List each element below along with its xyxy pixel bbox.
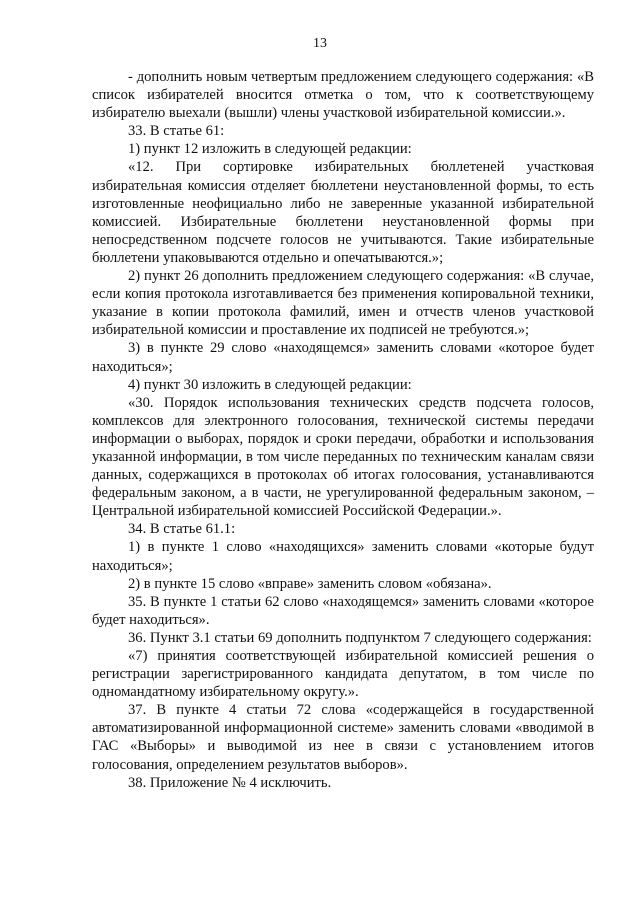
paragraph-item-33-4-text: «30. Порядок использования технических средств подсчета голосов, комплексов для электронного голосования, технической системы передачи информации о выборах, порядок и сроки передачи, обработки и использования указанной информации, в том числе переданных по техническим каналам связи данных, содержащихся в протоколах об итогах голосования, устанавливаются федеральным законом, а в части, не урегулированной федеральным законом, – Центральной избирательной комиссией Российской Федерации.».: [92, 394, 594, 520]
paragraph-item-33-4: 4) пункт 30 изложить в следующей редакции:: [128, 376, 412, 393]
paragraph-item-36: 36. Пункт 3.1 статьи 69 дополнить подпунктом 7 следующего содержания:: [128, 629, 592, 646]
paragraph-item-33-2: 2) пункт 26 дополнить предложением следующего содержания: «В случае, если копия протокола изготавливается без применения копировальной техники, указание в копии протокола фамилий, имен и отчеств членов участковой избирательной комиссии и проставление их подписей не требуются.»;: [92, 268, 594, 339]
paragraph-item-33-1-text: «12. При сортировке избирательных бюллетеней участковая избирательная комиссия отделяет бюллетени неустановленной формы, то есть изготовленные неофициально либо не заверенные указанной избирательной комиссией. Избирательные бюллетени неустановленной формы при непосредственном подсчете голосов не учитываются. Такие избирательные бюллетени упаковываются отдельно и опечатываются.»;: [92, 159, 594, 266]
paragraph-amendment-fourth-sentence: - дополнить новым четвертым предложением следующего содержания: «В список избирателей вносится отметка о том, что к соответствующему избирателю выехали (вышли) члены участковой избирательной комиссии.».: [92, 69, 594, 122]
paragraph-item-37: 37. В пункте 4 статьи 72 слова «содержащейся в государственной автоматизированной информационной системе» заменить словами «вводимой в ГАС «Выборы» и выводимой из нее в связи с установлением итогов голосования, определением результатов выборов».: [92, 702, 594, 773]
paragraph-item-36-text: «7) принятия соответствующей избирательной комиссией решения о регистрации зарегистрированного кандидата депутатом, в том числе по одномандатному избирательному округу.».: [92, 648, 594, 701]
paragraph-item-33-3: 3) в пункте 29 слово «находящемся» заменить словами «которое будет находиться»;: [92, 340, 594, 375]
paragraph-item-34-heading: 34. В статье 61.1:: [128, 521, 236, 538]
paragraph-item-34-2: 2) в пункте 15 слово «вправе» заменить словом «обязана».: [128, 575, 492, 592]
paragraph-item-35: 35. В пункте 1 статьи 62 слово «находящемся» заменить словами «которое будет находиться».: [92, 593, 594, 628]
paragraph-item-33-1: 1) пункт 12 изложить в следующей редакции:: [128, 141, 412, 158]
document-body: [92, 68, 594, 792]
paragraph-item-38: 38. Приложение № 4 исключить.: [128, 774, 332, 791]
paragraph-item-34-1: 1) в пункте 1 слово «находящихся» заменить словами «которые будут находиться»;: [92, 539, 594, 574]
page-number: 13: [313, 36, 327, 51]
paragraph-item-33-heading: 33. В статье 61:: [128, 123, 225, 140]
